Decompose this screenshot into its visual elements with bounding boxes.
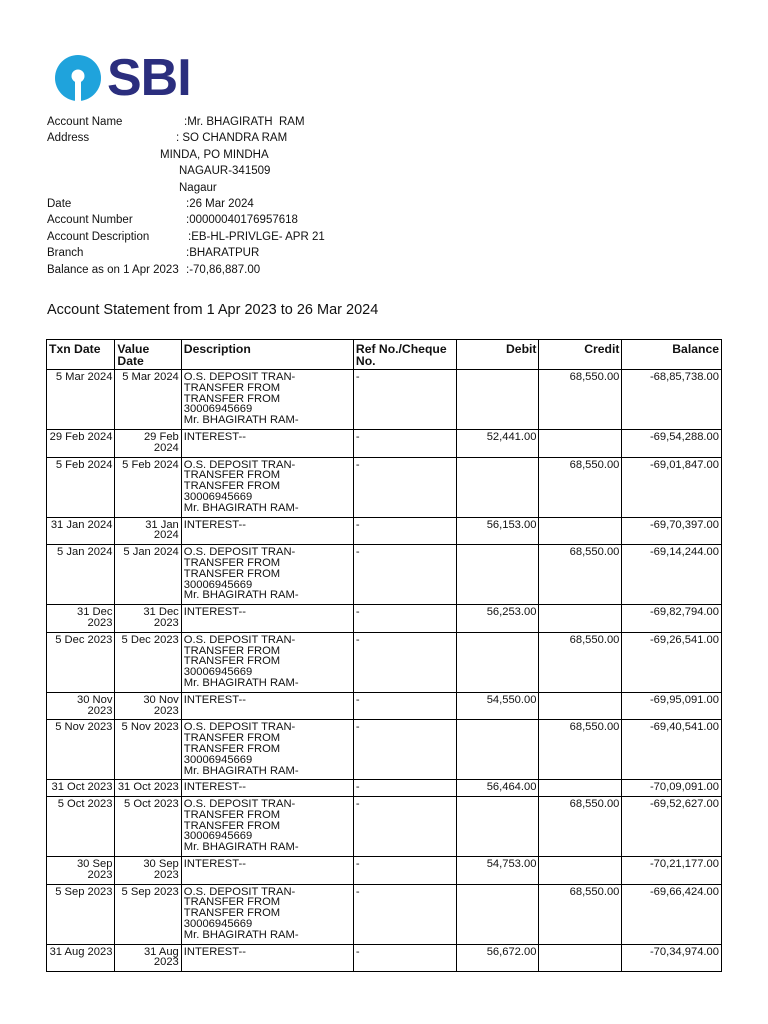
- table-row: [47, 457, 722, 517]
- ref-no-cell: -: [353, 692, 456, 720]
- ref-no-cell: -: [353, 457, 456, 517]
- debit-cell: [456, 797, 539, 857]
- txn-date-cell: 5 Feb 2024: [47, 457, 115, 517]
- table-row: [47, 797, 722, 857]
- description-cell: O.S. DEPOSIT TRAN- TRANSFER FROM TRANSFER FROM 30006945669 Mr. BHAGIRATH RAM-: [181, 457, 353, 517]
- balance-cell: -69,26,541.00: [622, 632, 722, 692]
- debit-cell: [456, 545, 539, 605]
- ref-no-cell: -: [353, 797, 456, 857]
- ref-no-cell: -: [353, 944, 456, 972]
- txn-date-cell: 29 Feb 2024: [47, 429, 115, 457]
- table-row: [47, 370, 722, 430]
- ref-no-cell: -: [353, 370, 456, 430]
- balance-cell: -69,82,794.00: [622, 605, 722, 633]
- credit-cell: 68,550.00: [539, 545, 622, 605]
- description-cell: INTEREST--: [181, 605, 353, 633]
- debit-cell: 56,464.00: [456, 780, 539, 797]
- balance-cell: -69,14,244.00: [622, 545, 722, 605]
- credit-cell: 68,550.00: [539, 370, 622, 430]
- opening-balance-label: Balance as on 1 Apr 2023: [47, 263, 179, 276]
- address-line3: NAGAUR-341509: [179, 165, 271, 178]
- header-value-date: Value Date: [115, 340, 181, 370]
- description-cell: O.S. DEPOSIT TRAN- TRANSFER FROM TRANSFER FROM 30006945669 Mr. BHAGIRATH RAM-: [181, 797, 353, 857]
- account-name-value: :Mr. BHAGIRATH RAM: [184, 116, 305, 128]
- branch-value: :BHARATPUR: [186, 247, 260, 260]
- value-date-cell: 31 Dec 2023: [115, 605, 181, 633]
- credit-cell: [539, 944, 622, 972]
- debit-cell: 52,441.00: [456, 429, 539, 457]
- description-cell: O.S. DEPOSIT TRAN- TRANSFER FROM TRANSFER FROM 30006945669 Mr. BHAGIRATH RAM-: [181, 545, 353, 605]
- address-line1: : SO CHANDRA RAM: [176, 132, 288, 145]
- account-number-value: :00000040176957618: [186, 214, 298, 227]
- description-cell: O.S. DEPOSIT TRAN- TRANSFER FROM TRANSFER FROM 30006945669 Mr. BHAGIRATH RAM-: [181, 632, 353, 692]
- txn-date-cell: 5 Jan 2024: [47, 545, 115, 605]
- credit-cell: [539, 517, 622, 545]
- table-body: [47, 370, 722, 972]
- debit-cell: [456, 884, 539, 944]
- debit-cell: 56,253.00: [456, 605, 539, 633]
- txn-date-cell: 5 Mar 2024: [47, 370, 115, 430]
- debit-cell: [456, 720, 539, 780]
- balance-cell: -70,34,974.00: [622, 944, 722, 972]
- ref-no-cell: -: [353, 720, 456, 780]
- ref-no-cell: -: [353, 884, 456, 944]
- value-date-cell: 29 Feb 2024: [115, 429, 181, 457]
- description-cell: O.S. DEPOSIT TRAN- TRANSFER FROM TRANSFER FROM 30006945669 Mr. BHAGIRATH RAM-: [181, 720, 353, 780]
- table-row: [47, 720, 722, 780]
- balance-cell: -69,52,627.00: [622, 797, 722, 857]
- ref-no-cell: -: [353, 632, 456, 692]
- debit-cell: 54,550.00: [456, 692, 539, 720]
- table-row: [47, 692, 722, 720]
- debit-cell: 54,753.00: [456, 857, 539, 885]
- debit-cell: [456, 370, 539, 430]
- txn-date-cell: 5 Dec 2023: [47, 632, 115, 692]
- credit-cell: [539, 605, 622, 633]
- description-cell: O.S. DEPOSIT TRAN- TRANSFER FROM TRANSFER FROM 30006945669 Mr. BHAGIRATH RAM-: [181, 884, 353, 944]
- txn-date-cell: 5 Nov 2023: [47, 720, 115, 780]
- value-date-cell: 5 Jan 2024: [115, 545, 181, 605]
- account-description-label: Account Description: [47, 230, 150, 243]
- value-date-cell: 30 Nov 2023: [115, 692, 181, 720]
- debit-cell: [456, 632, 539, 692]
- address-line2: MINDA, PO MINDHA: [160, 148, 269, 161]
- balance-cell: -69,70,397.00: [622, 517, 722, 545]
- ref-no-cell: -: [353, 517, 456, 545]
- balance-cell: -69,95,091.00: [622, 692, 722, 720]
- balance-cell: -69,66,424.00: [622, 884, 722, 944]
- balance-cell: -70,21,177.00: [622, 857, 722, 885]
- value-date-cell: 5 Mar 2024: [115, 370, 181, 430]
- header-balance: Balance: [622, 340, 722, 370]
- description-cell: INTEREST--: [181, 429, 353, 457]
- txn-date-cell: 31 Jan 2024: [47, 517, 115, 545]
- description-cell: INTEREST--: [181, 517, 353, 545]
- value-date-cell: 5 Nov 2023: [115, 720, 181, 780]
- account-number-label: Account Number: [47, 214, 133, 227]
- txn-date-cell: 31 Dec 2023: [47, 605, 115, 633]
- table-row: [47, 429, 722, 457]
- table-row: [47, 884, 722, 944]
- bank-name: SBI: [107, 49, 191, 107]
- table-row: [47, 944, 722, 972]
- table-row: [47, 517, 722, 545]
- value-date-cell: 5 Sep 2023: [115, 884, 181, 944]
- header-description: Description: [181, 340, 353, 370]
- description-cell: INTEREST--: [181, 857, 353, 885]
- balance-cell: -68,85,738.00: [622, 370, 722, 430]
- credit-cell: [539, 857, 622, 885]
- credit-cell: [539, 429, 622, 457]
- date-value: :26 Mar 2024: [186, 197, 254, 210]
- table-row: [47, 780, 722, 797]
- balance-cell: -69,01,847.00: [622, 457, 722, 517]
- description-cell: INTEREST--: [181, 944, 353, 972]
- txn-date-cell: 30 Sep 2023: [47, 857, 115, 885]
- balance-cell: -69,40,541.00: [622, 720, 722, 780]
- value-date-cell: 31 Aug 2023: [115, 944, 181, 972]
- address-label: Address: [47, 132, 90, 145]
- description-cell: INTEREST--: [181, 692, 353, 720]
- value-date-cell: 31 Oct 2023: [115, 780, 181, 797]
- sbi-logo-icon: [55, 55, 101, 101]
- credit-cell: 68,550.00: [539, 720, 622, 780]
- debit-cell: 56,153.00: [456, 517, 539, 545]
- value-date-cell: 5 Oct 2023: [115, 797, 181, 857]
- txn-date-cell: 5 Sep 2023: [47, 884, 115, 944]
- account-name-label: Account Name: [47, 116, 123, 128]
- statement-title: Account Statement from 1 Apr 2023 to 26 Mar 2024: [47, 302, 379, 318]
- description-cell: INTEREST--: [181, 780, 353, 797]
- account-description-value: :EB-HL-PRIVLGE- APR 21: [188, 230, 325, 243]
- description-cell: O.S. DEPOSIT TRAN- TRANSFER FROM TRANSFER FROM 30006945669 Mr. BHAGIRATH RAM-: [181, 370, 353, 430]
- debit-cell: [456, 457, 539, 517]
- credit-cell: 68,550.00: [539, 884, 622, 944]
- ref-no-cell: -: [353, 857, 456, 885]
- transactions-table: [46, 339, 722, 972]
- ref-no-cell: -: [353, 429, 456, 457]
- debit-cell: 56,672.00: [456, 944, 539, 972]
- ref-no-cell: -: [353, 780, 456, 797]
- credit-cell: [539, 692, 622, 720]
- credit-cell: 68,550.00: [539, 457, 622, 517]
- txn-date-cell: 31 Oct 2023: [47, 780, 115, 797]
- date-label: Date: [47, 197, 72, 210]
- header-credit: Credit: [539, 340, 622, 370]
- balance-cell: -70,09,091.00: [622, 780, 722, 797]
- opening-balance-value: :-70,86,887.00: [186, 263, 261, 276]
- ref-no-cell: -: [353, 545, 456, 605]
- table-header-row: [47, 340, 722, 370]
- txn-date-cell: 30 Nov 2023: [47, 692, 115, 720]
- value-date-cell: 5 Feb 2024: [115, 457, 181, 517]
- table-row: [47, 545, 722, 605]
- branch-label: Branch: [47, 247, 84, 260]
- txn-date-cell: 5 Oct 2023: [47, 797, 115, 857]
- value-date-cell: 30 Sep 2023: [115, 857, 181, 885]
- header-ref-no: Ref No./Cheque No.: [353, 340, 456, 370]
- sbi-logo: [55, 49, 191, 107]
- balance-cell: -69,54,288.00: [622, 429, 722, 457]
- value-date-cell: 31 Jan 2024: [115, 517, 181, 545]
- ref-no-cell: -: [353, 605, 456, 633]
- table-row: [47, 857, 722, 885]
- header-debit: Debit: [456, 340, 539, 370]
- header-txn-date: Txn Date: [47, 340, 115, 370]
- txn-date-cell: 31 Aug 2023: [47, 944, 115, 972]
- value-date-cell: 5 Dec 2023: [115, 632, 181, 692]
- credit-cell: 68,550.00: [539, 632, 622, 692]
- credit-cell: 68,550.00: [539, 797, 622, 857]
- address-line4: Nagaur: [179, 181, 217, 194]
- table-row: [47, 605, 722, 633]
- credit-cell: [539, 780, 622, 797]
- table-row: [47, 632, 722, 692]
